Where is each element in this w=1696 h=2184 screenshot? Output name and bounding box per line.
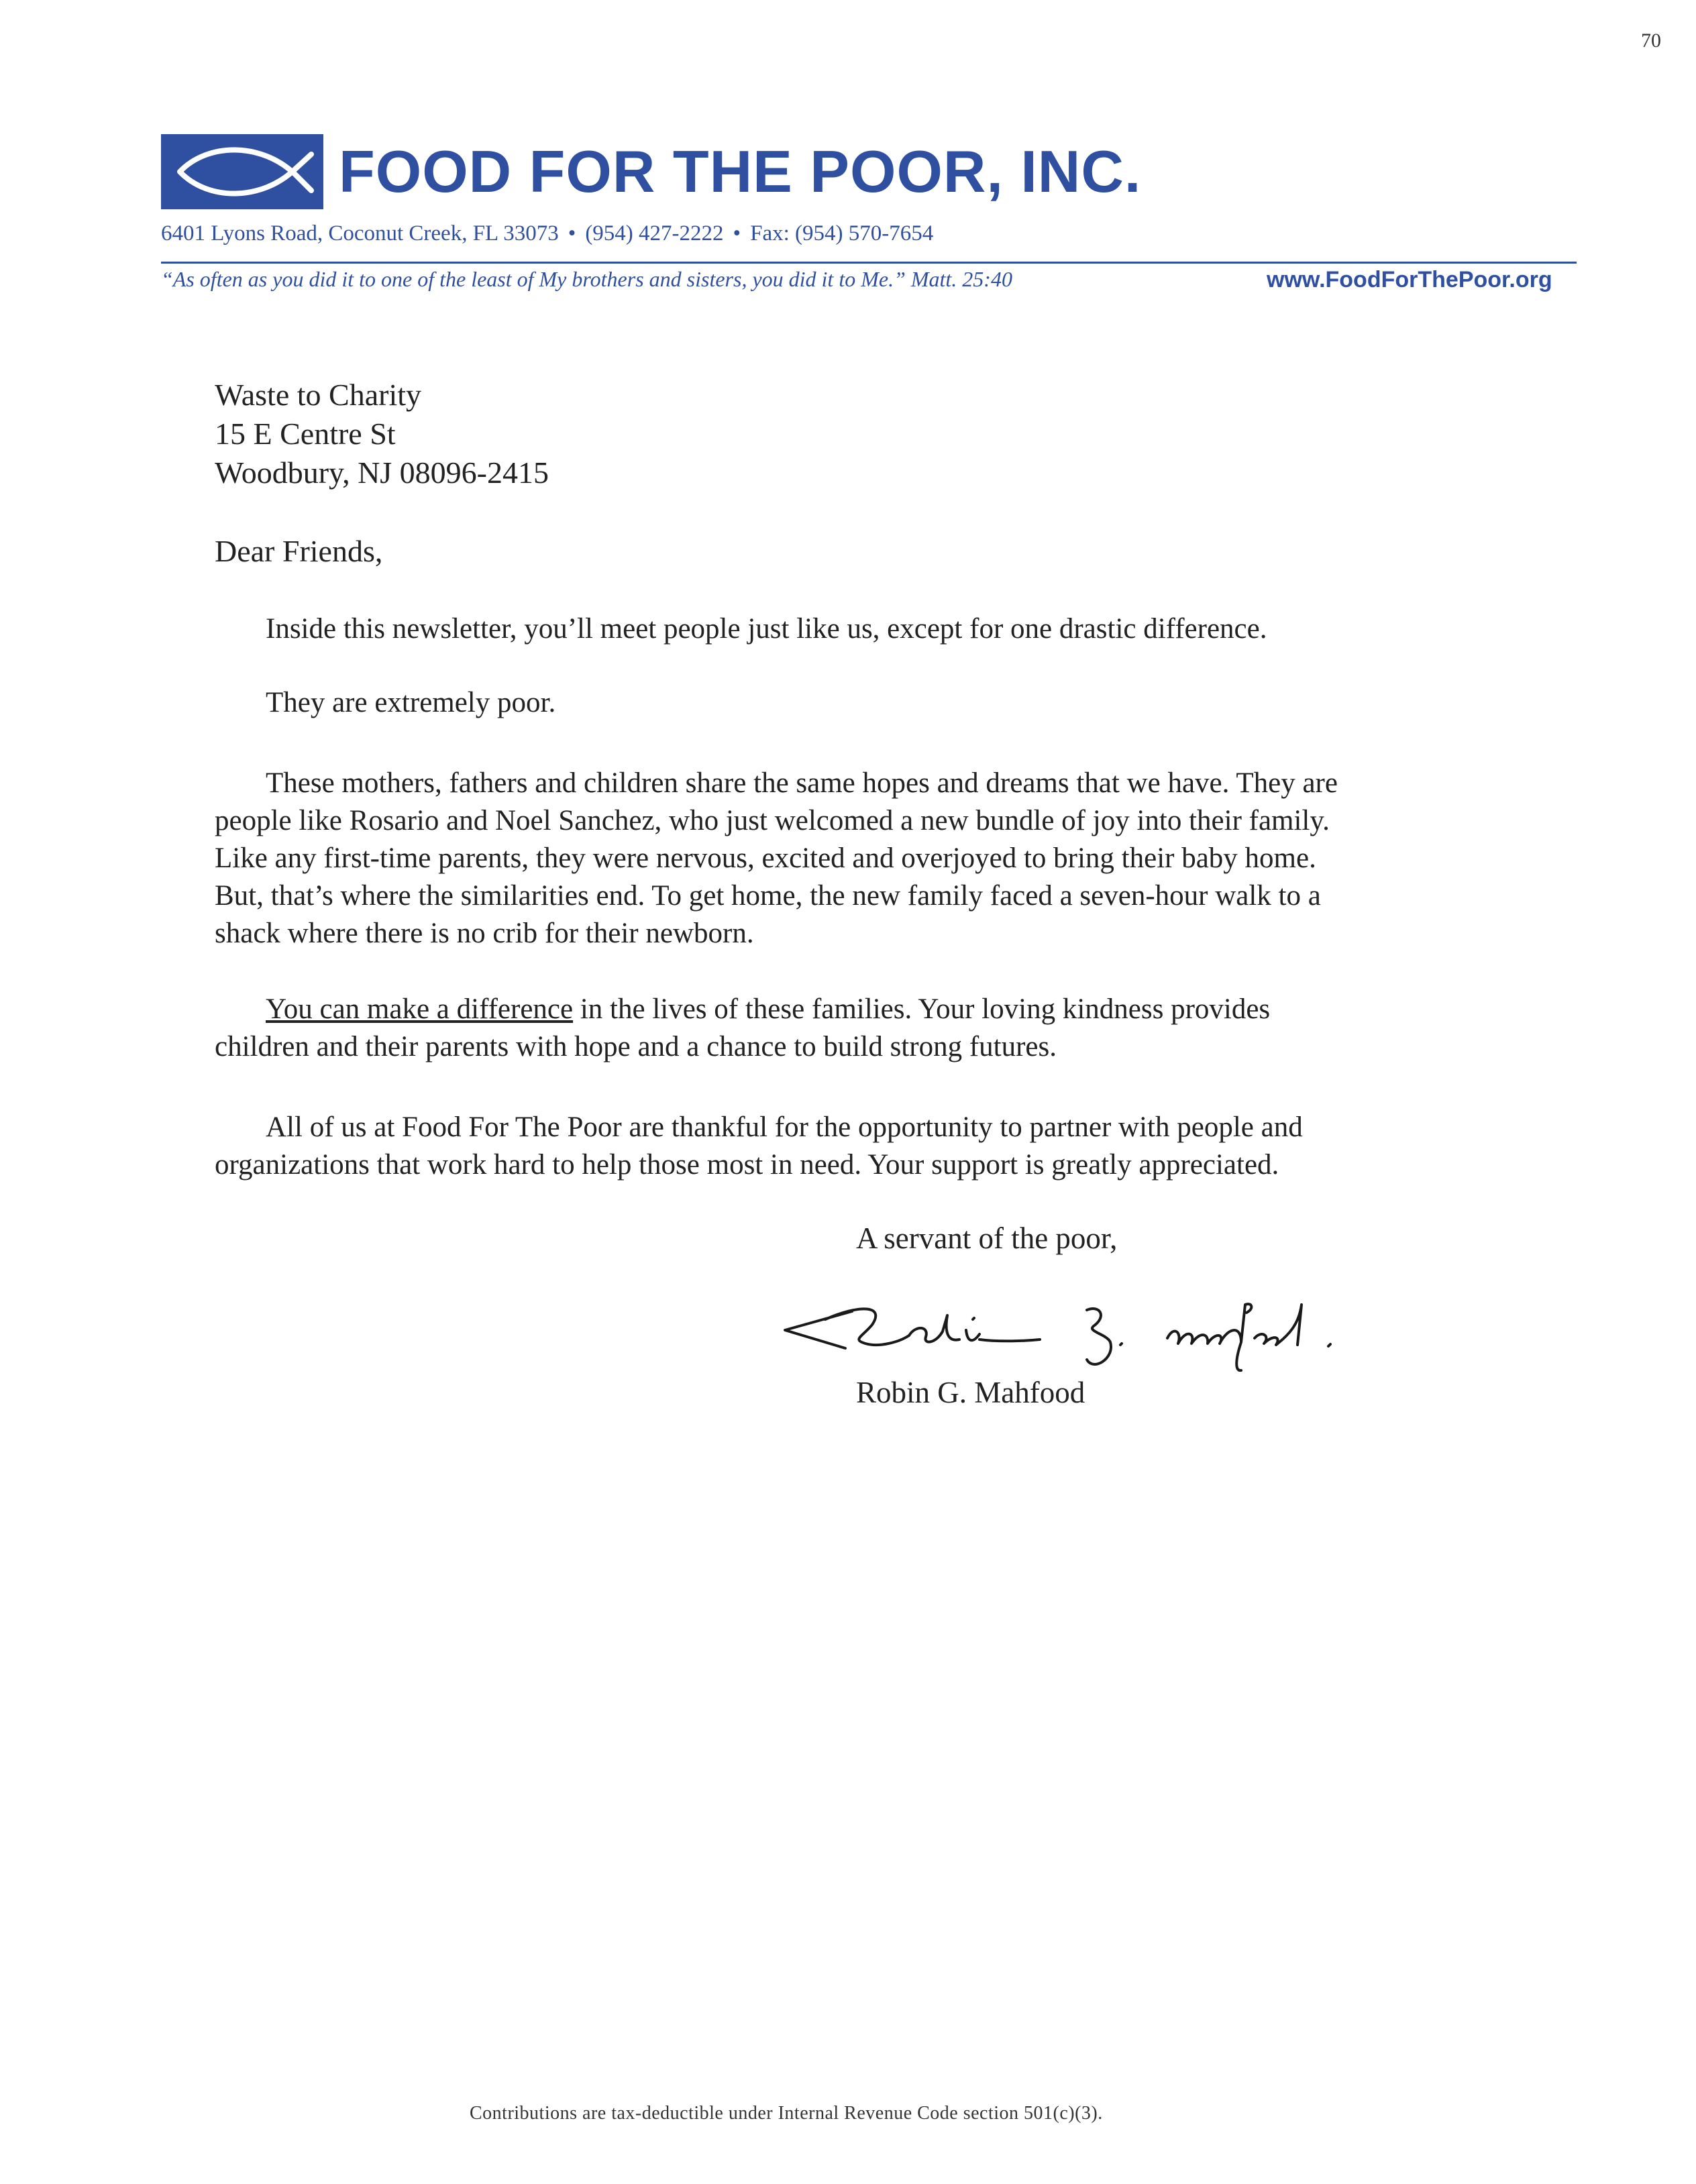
motto-ref: Matt. 25:40 <box>910 267 1012 291</box>
paragraph-4 <box>215 991 1556 1066</box>
address: 6401 Lyons Road, Coconut Creek, FL 33073 <box>161 221 559 245</box>
paragraph-line: These mothers, fathers and children share the same hopes and dreams that we have. They are <box>266 767 1338 799</box>
recipient-street: 15 E Centre St <box>215 417 396 451</box>
paragraph-text: in the lives of these families. Your loving kindness provides <box>573 993 1271 1025</box>
underlined-phrase: You can make a difference <box>266 993 574 1025</box>
signature <box>772 1278 1348 1378</box>
paragraph-3 <box>215 765 1556 952</box>
paragraph-line: They are extremely poor. <box>266 687 556 718</box>
closing: A servant of the poor, <box>856 1221 1118 1255</box>
phone: (954) 427-2222 <box>585 221 724 245</box>
contact-line <box>161 221 933 246</box>
motto <box>161 267 1012 292</box>
letterhead-rule <box>161 262 1577 264</box>
paragraph-line: people like Rosario and Noel Sanchez, who just welcomed a new bundle of joy into their family. <box>215 805 1330 836</box>
fish-icon <box>161 134 323 209</box>
paragraph-line: But, that’s where the similarities end. To get home, the new family faced a seven-hour walk to a <box>215 880 1321 912</box>
paragraph-line: Inside this newsletter, you’ll meet people just like us, except for one drastic difference. <box>266 613 1267 645</box>
logo <box>161 134 323 209</box>
signature-drawing <box>772 1278 1348 1378</box>
website-link[interactable]: www.FoodForThePoor.org <box>1267 267 1552 292</box>
fax: Fax: (954) 570-7654 <box>750 221 934 245</box>
recipient-name: Waste to Charity <box>215 378 422 412</box>
paragraph-2 <box>215 684 1556 722</box>
paragraph-line: shack where there is no crib for their newborn. <box>215 918 754 949</box>
paragraph-1 <box>215 610 1556 648</box>
salutation: Dear Friends, <box>215 534 383 568</box>
page-number: 70 <box>1641 30 1661 52</box>
recipient-address <box>215 376 549 492</box>
separator: • <box>568 221 576 245</box>
motto-quote: “As often as you did it to one of the least of My brothers and sisters, you did it to Me.” <box>161 267 906 291</box>
separator: • <box>733 221 741 245</box>
paragraph-5 <box>215 1109 1556 1184</box>
paragraph-line <box>215 991 1556 1028</box>
paragraph-line: organizations that work hard to help those most in need. Your support is greatly appreciated. <box>215 1149 1279 1181</box>
recipient-city: Woodbury, NJ 08096-2415 <box>215 455 549 490</box>
paragraph-line: children and their parents with hope and a chance to build strong futures. <box>215 1031 1057 1062</box>
org-name: FOOD FOR THE POOR, INC. <box>339 138 1142 205</box>
paragraph-line: Like any first-time parents, they were nervous, excited and overjoyed to bring their baby home. <box>215 842 1316 874</box>
tax-footer: Contributions are tax-deductible under Internal Revenue Code section 501(c)(3). <box>470 2103 1103 2124</box>
paragraph-line: All of us at Food For The Poor are thankful for the opportunity to partner with people and <box>266 1111 1303 1143</box>
signer-name: Robin G. Mahfood <box>856 1376 1085 1409</box>
